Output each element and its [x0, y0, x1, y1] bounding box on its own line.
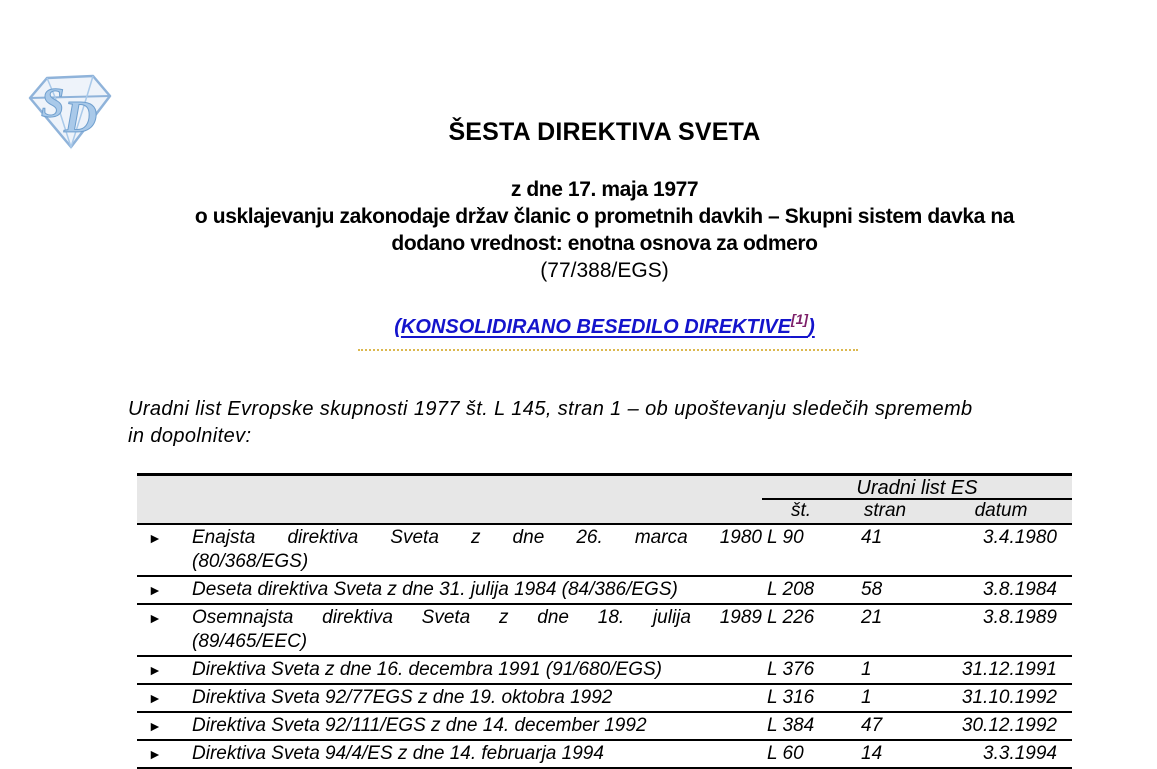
heading-subject-line-2: dodano vrednost: enotna osnova za odmero [391, 232, 818, 255]
row-description [192, 578, 762, 602]
table-column-header-row [137, 500, 1072, 525]
row-marker-icon: ► [148, 582, 162, 598]
row-stran-value: 58 [861, 579, 883, 600]
row-stran-value: 14 [861, 743, 883, 764]
row-description [192, 526, 762, 574]
table-row [137, 741, 1072, 769]
row-st-value: L 226 [767, 607, 815, 628]
description-line: Direktiva Sveta 94/4/ES z dne 14. februarja 1994 [192, 743, 604, 764]
row-datum-value: 31.10.1992 [961, 687, 1057, 708]
description-line: Deseta direktiva Sveta z dne 31. julija 1984 (84/386/EGS) [192, 579, 678, 600]
table-group-header-row [137, 476, 1072, 500]
header-description-column [137, 500, 762, 523]
header-stran: stran [863, 500, 907, 521]
row-st-value: L 316 [767, 687, 815, 708]
row-description [192, 658, 762, 682]
row-description [192, 606, 762, 654]
row-datum-value: 3.4.1980 [983, 527, 1057, 548]
row-stran-value: 41 [861, 527, 883, 548]
link-open-paren: ( [394, 315, 401, 338]
table-row [137, 525, 1072, 577]
row-marker-icon: ► [148, 610, 162, 626]
amendments-table [137, 473, 1072, 769]
row-st-value: L 376 [767, 659, 815, 680]
row-datum-value: 3.8.1984 [983, 579, 1057, 600]
heading-directive-number: (77/388/EGS) [540, 259, 669, 282]
row-datum-value: 3.8.1989 [983, 607, 1057, 628]
link-close-paren: ) [808, 315, 815, 338]
table-row [137, 577, 1072, 605]
header-st: št. [790, 500, 812, 521]
description-line: Osemnajsta direktiva Sveta z dne 18. julija 1989 [192, 607, 762, 628]
footnote-1-link[interactable]: [1] [790, 311, 809, 327]
description-line: Direktiva Sveta z dne 16. decembra 1991 (91/680/EGS) [192, 659, 662, 680]
intro-line-2: in dopolnitev: [128, 425, 252, 447]
row-st-value: L 384 [767, 715, 815, 736]
link-text: KONSOLIDIRANO BESEDILO DIREKTIVE [400, 315, 791, 338]
row-marker-icon: ► [148, 530, 162, 546]
row-marker-icon: ► [148, 718, 162, 734]
intro-paragraph [128, 396, 1157, 450]
description-line: Direktiva Sveta 92/111/EGS z dne 14. december 1992 [192, 715, 647, 736]
row-stran-value: 1 [861, 687, 872, 708]
intro-line-1: Uradni list Evropske skupnosti 1977 št. L 145, stran 1 – ob upoštevanju sledečih sprememb [128, 398, 973, 420]
description-line: (89/465/EEC) [192, 631, 308, 652]
description-line: Enajsta direktiva Sveta z dne 26. marca 1980 [192, 527, 762, 548]
header-spacer [137, 476, 762, 500]
table-row [137, 685, 1072, 713]
row-stran-value: 21 [861, 607, 883, 628]
row-st-value: L 90 [767, 527, 804, 548]
heading-subject-line-1: o usklajevanju zakonodaje držav članic o prometnih davkih – Skupni sistem davka na [194, 205, 1015, 228]
row-description [192, 714, 762, 738]
description-line: Direktiva Sveta 92/77EGS z dne 19. oktobra 1992 [192, 687, 613, 708]
row-datum-value: 30.12.1992 [961, 715, 1057, 736]
row-stran-value: 1 [861, 659, 872, 680]
description-line: (80/368/EGS) [192, 551, 309, 572]
row-stran-value: 47 [861, 715, 883, 736]
table-row [137, 713, 1072, 741]
row-st-value: L 60 [767, 743, 804, 764]
row-marker-icon: ► [148, 662, 162, 678]
table-row [137, 657, 1072, 685]
row-marker-icon: ► [148, 746, 162, 762]
table-header [137, 476, 1072, 525]
logo-letter-s: S [41, 81, 65, 127]
row-description [192, 742, 762, 766]
row-datum-value: 3.3.1994 [983, 743, 1057, 764]
page-title: ŠESTA DIREKTIVA SVETA [448, 118, 761, 146]
row-st-value: L 208 [767, 579, 815, 600]
consolidated-text-line [128, 312, 1081, 339]
yellow-squiggle-underline [358, 346, 858, 351]
sd-gem-logo-icon [27, 70, 113, 150]
heading-date-line: z dne 17. maja 1977 [510, 178, 699, 201]
row-description [192, 686, 762, 710]
column-group-uradni-list-es: Uradni list ES [762, 476, 1072, 500]
header-datum: datum [974, 500, 1028, 521]
consolidated-link[interactable] [394, 311, 815, 338]
table-row [137, 605, 1072, 657]
table-body [137, 525, 1072, 769]
logo-letter-d: D [64, 91, 98, 142]
row-marker-icon: ► [148, 690, 162, 706]
row-datum-value: 31.12.1991 [961, 659, 1057, 680]
